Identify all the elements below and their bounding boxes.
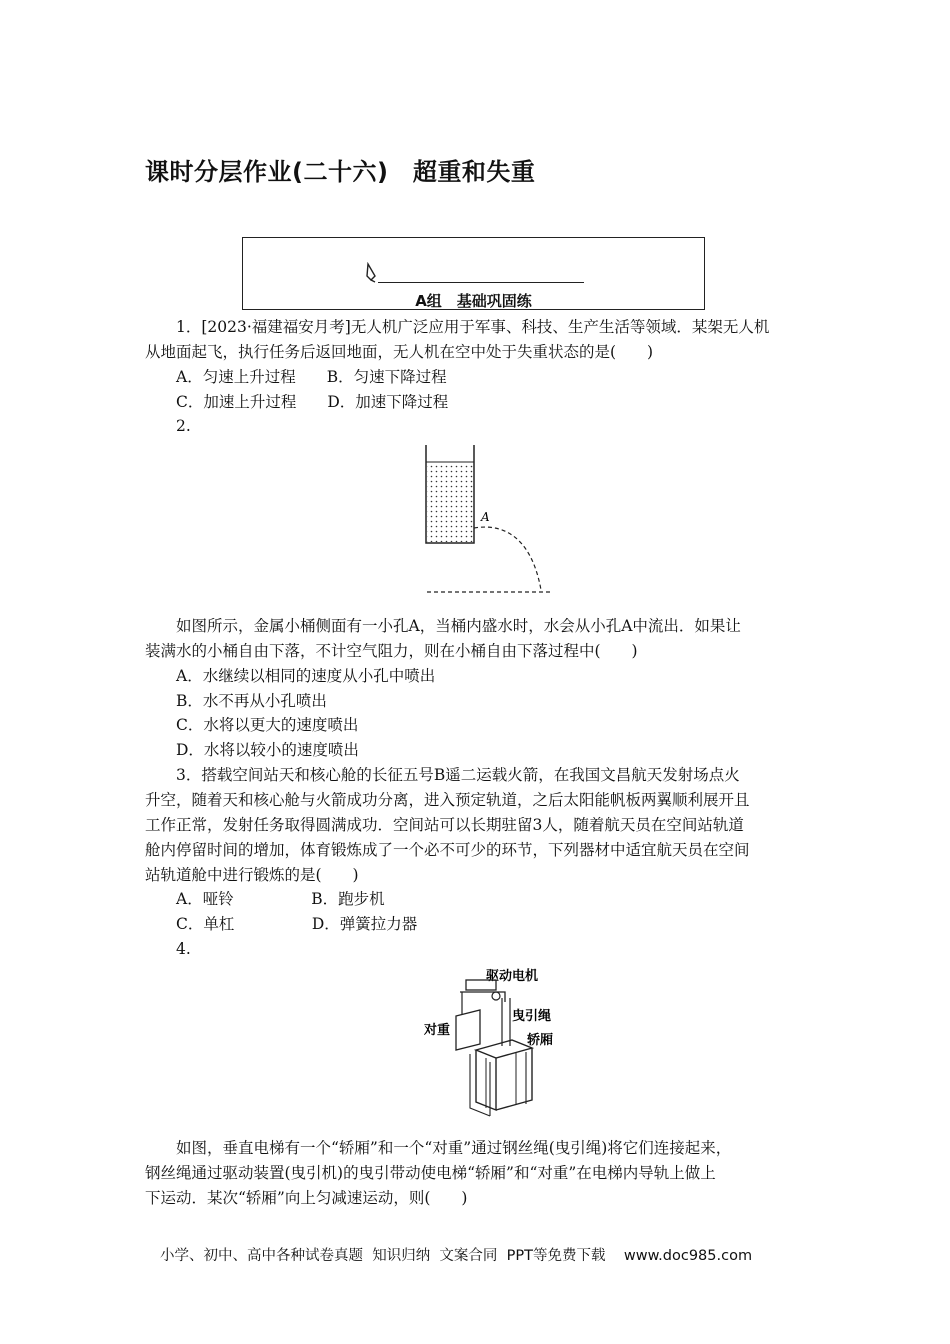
- water-jet-path: [474, 527, 541, 590]
- q3-line5: 站轨道舱中进行锻炼的是( ): [145, 866, 359, 884]
- counterweight-label: 对重: [424, 1023, 451, 1038]
- q2-option-a: A．水继续以相同的速度从小孔中喷出: [176, 667, 436, 685]
- q3-line2: 升空，随着天和核心舱与火箭成功分离，进入预定轨道，之后太阳能帆板两翼顺利展开且: [145, 791, 750, 809]
- car-side: [496, 1048, 532, 1110]
- car-label: 轿厢: [527, 1033, 554, 1048]
- page-title: 课时分层作业(二十六) 超重和失重: [145, 158, 536, 186]
- counterweight-block: [456, 1010, 480, 1050]
- q1-options-ab: A．匀速上升过程 B．匀速下降过程: [176, 368, 447, 386]
- pulley-frame: [460, 992, 505, 1002]
- q2-line1: 如图所示，金属小桶侧面有一小孔A，当桶内盛水时，水会从小孔A中流出．如果让: [176, 617, 741, 635]
- q2-option-b: B．水不再从小孔喷出: [176, 692, 327, 710]
- q1-options-cd: C．加速上升过程 D．加速下降过程: [176, 393, 449, 411]
- q3-line4: 舱内停留时间的增加，体育锻炼成了一个必不可少的环节，下列器材中适宜航天员在空间: [145, 841, 750, 859]
- q4-line3: 下运动．某次“轿厢”向上匀减速运动，则( ): [145, 1189, 468, 1207]
- q3-options-cd: C．单杠 D．弹簧拉力器: [176, 915, 418, 933]
- q3-line3: 工作正常，发射任务取得圆满成功．空间站可以长期驻留3人，随着航天员在空间站轨道: [145, 816, 744, 834]
- bucket-water: [427, 462, 473, 542]
- q4-number: 4.: [176, 940, 191, 958]
- q2-number: 2.: [176, 417, 191, 435]
- q4-line2: 钢丝绳通过驱动装置(曳引机)的曳引带动使电梯“轿厢”和“对重”在电梯内导轨上做上: [145, 1164, 716, 1182]
- car-guide-frame: [470, 1052, 526, 1116]
- q2-line2: 装满水的小桶自由下落，不计空气阻力，则在小桶自由下落过程中( ): [145, 642, 638, 660]
- section-header-box: [242, 237, 705, 310]
- footer-promo: 小学、初中、高中各种试卷真题 知识归纳 文案合同 PPT等免费下载 www.doc985.com: [160, 1248, 753, 1264]
- motor-label: 驱动电机: [486, 969, 539, 984]
- section-rule: [378, 282, 584, 283]
- pen-icon: [365, 262, 379, 284]
- q2-option-d: D．水将以较小的速度喷出: [176, 741, 359, 759]
- q4-line1: 如图，垂直电梯有一个“轿厢”和一个“对重”通过钢丝绳(曳引绳)将它们连接起来，: [176, 1139, 732, 1157]
- section-label: A组 基础巩固练: [415, 292, 532, 310]
- bucket-figure: [415, 440, 565, 600]
- q3-line1: 3．搭载空间站天和核心舱的长征五号B遥二运载火箭，在我国文昌航天发射场点火: [176, 766, 740, 784]
- q3-options-ab: A．哑铃 B．跑步机: [176, 890, 385, 908]
- car-top: [476, 1040, 532, 1058]
- q2-option-c: C．水将以更大的速度喷出: [176, 716, 359, 734]
- traction-sheave: [492, 992, 500, 1000]
- q1-line2: 从地面起飞，执行任务后返回地面，无人机在空中处于失重状态的是( ): [145, 343, 654, 361]
- hole-label-a: A: [481, 510, 490, 524]
- q1-line1: 1．[2023·福建福安月考]无人机广泛应用于军事、科技、生产生活等领域．某架无人机: [176, 318, 770, 336]
- rope-label: 曳引绳: [512, 1009, 552, 1024]
- elevator-figure: [420, 962, 570, 1120]
